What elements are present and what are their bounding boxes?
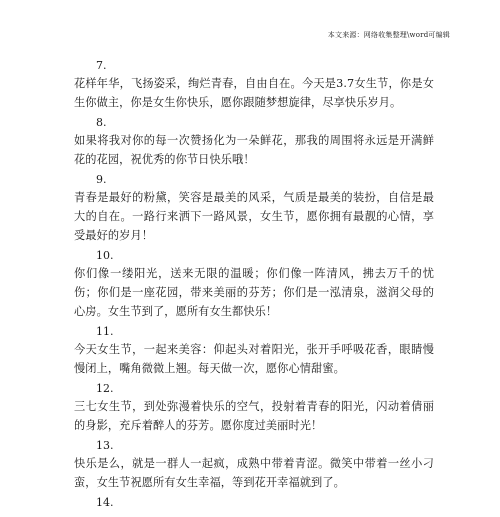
- list-item: [74, 495, 434, 510]
- entry-number: 12.: [96, 382, 114, 395]
- list-item: [74, 324, 434, 378]
- entry-text: 今天女生节，一起来美容：仰起头对着阳光，张开手呼吸花香，眼睛慢慢闭上，嘴角微微上翘。每天做一次，愿你心情甜蜜。: [74, 343, 434, 375]
- entry-number: 13.: [96, 439, 114, 452]
- entry-list: [74, 58, 434, 513]
- entry-number: 9.: [96, 173, 107, 186]
- list-item: [74, 172, 434, 245]
- entry-text: 快乐是么，就是一群人一起疯，成熟中带着青涩。微笑中带着一丝小刁蛮，女生节祝愿所有女生幸福，等到花开幸福就到了。: [74, 457, 434, 489]
- list-item: [74, 248, 434, 321]
- list-item: [74, 438, 434, 492]
- entry-number: 11.: [96, 325, 114, 338]
- source-note: 本文来源：网络收集整理\word可编辑: [327, 31, 450, 39]
- list-item: [74, 115, 434, 169]
- entry-number: 10.: [96, 249, 114, 262]
- entry-number: 8.: [96, 116, 107, 129]
- entry-text: 如果将我对你的每一次赞扬化为一朵鲜花，那我的周围将永远是开满鲜花的花园，祝优秀的你节日快乐哦！: [74, 134, 434, 166]
- entry-number: 14.: [96, 496, 114, 509]
- entry-text: 三七女生节，到处弥漫着快乐的空气，投射着青春的阳光，闪动着倩丽的身影，充斥着醉人的芬芳。愿你度过美丽时光！: [74, 400, 434, 432]
- entry-number: 7.: [96, 59, 107, 72]
- entry-text: 你们像一缕阳光，送来无限的温暖；你们像一阵清风，拂去万千的忧伤；你们是一座花园，带来美丽的芬芳；你们是一泓清泉，滋润父母的心房。女生节到了，愿所有女生都快乐！: [74, 267, 434, 318]
- entry-text: 花样年华，飞扬姿采，绚烂青春，自由自在。今天是3.7女生节，你是女生你做主，你是女生你快乐，愿你跟随梦想旋律，尽享快乐岁月。: [74, 77, 434, 109]
- list-item: [74, 381, 434, 435]
- list-item: [74, 58, 434, 112]
- entry-text: 青春是最好的粉黛，笑容是最美的风采，气质是最美的装扮，自信是最大的自在。一路行来洒下一路风景，女生节，愿你拥有最靓的心情，享受最好的岁月！: [74, 191, 434, 242]
